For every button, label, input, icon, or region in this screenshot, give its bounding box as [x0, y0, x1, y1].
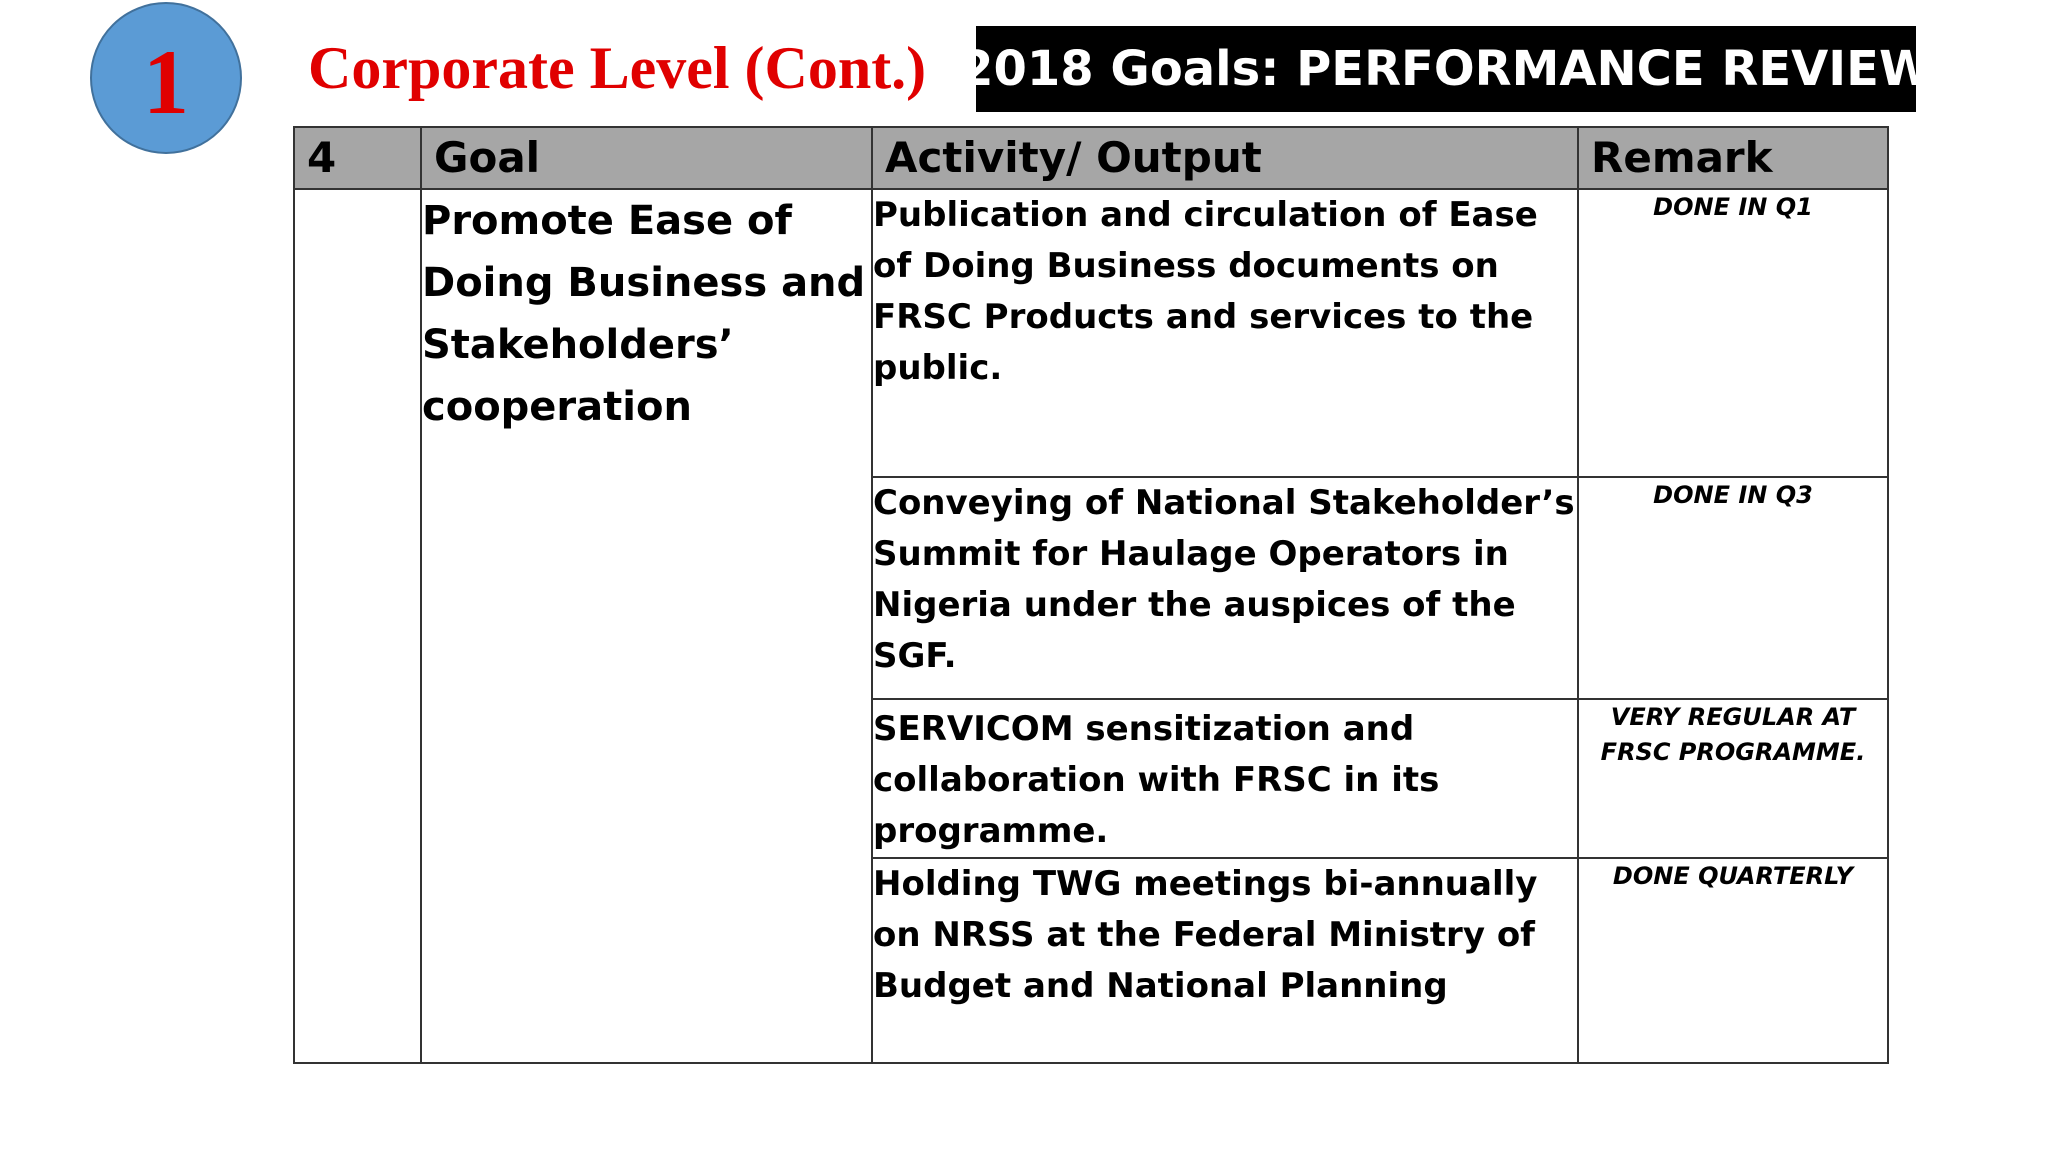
remark-cell: VERY REGULAR AT FRSC PROGRAMME.	[1578, 699, 1888, 858]
section-subtitle: Corporate Level (Cont.)	[308, 35, 927, 101]
activity-cell: Publication and circulation of Ease of Doing Business documents on FRSC Products and services to the public.	[872, 189, 1578, 477]
activity-cell: Holding TWG meetings bi-annually on NRSS at the Federal Ministry of Budget and National Planning	[872, 858, 1578, 1063]
table-row	[294, 189, 1888, 477]
goal-cell: Promote Ease of Doing Business and Stakeholders’ cooperation	[421, 189, 872, 1063]
remark-cell: DONE IN Q1	[1578, 189, 1888, 477]
performance-review-table	[293, 126, 1889, 1064]
column-header-number: 4	[294, 127, 421, 189]
number-cell	[294, 189, 421, 1063]
activity-cell: Conveying of National Stakeholder’s Summit for Haulage Operators in Nigeria under the auspices of the SGF.	[872, 477, 1578, 699]
number-badge: 1	[90, 2, 242, 154]
column-header-goal: Goal	[421, 127, 872, 189]
slide-title: 2018 Goals: PERFORMANCE REVIEW	[976, 26, 1916, 112]
remark-cell: DONE IN Q3	[1578, 477, 1888, 699]
table-header-row	[294, 127, 1888, 189]
activity-cell: SERVICOM sensitization and collaboration with FRSC in its programme.	[872, 699, 1578, 858]
remark-cell: DONE QUARTERLY	[1578, 858, 1888, 1063]
column-header-remark: Remark	[1578, 127, 1888, 189]
column-header-activity: Activity/ Output	[872, 127, 1578, 189]
